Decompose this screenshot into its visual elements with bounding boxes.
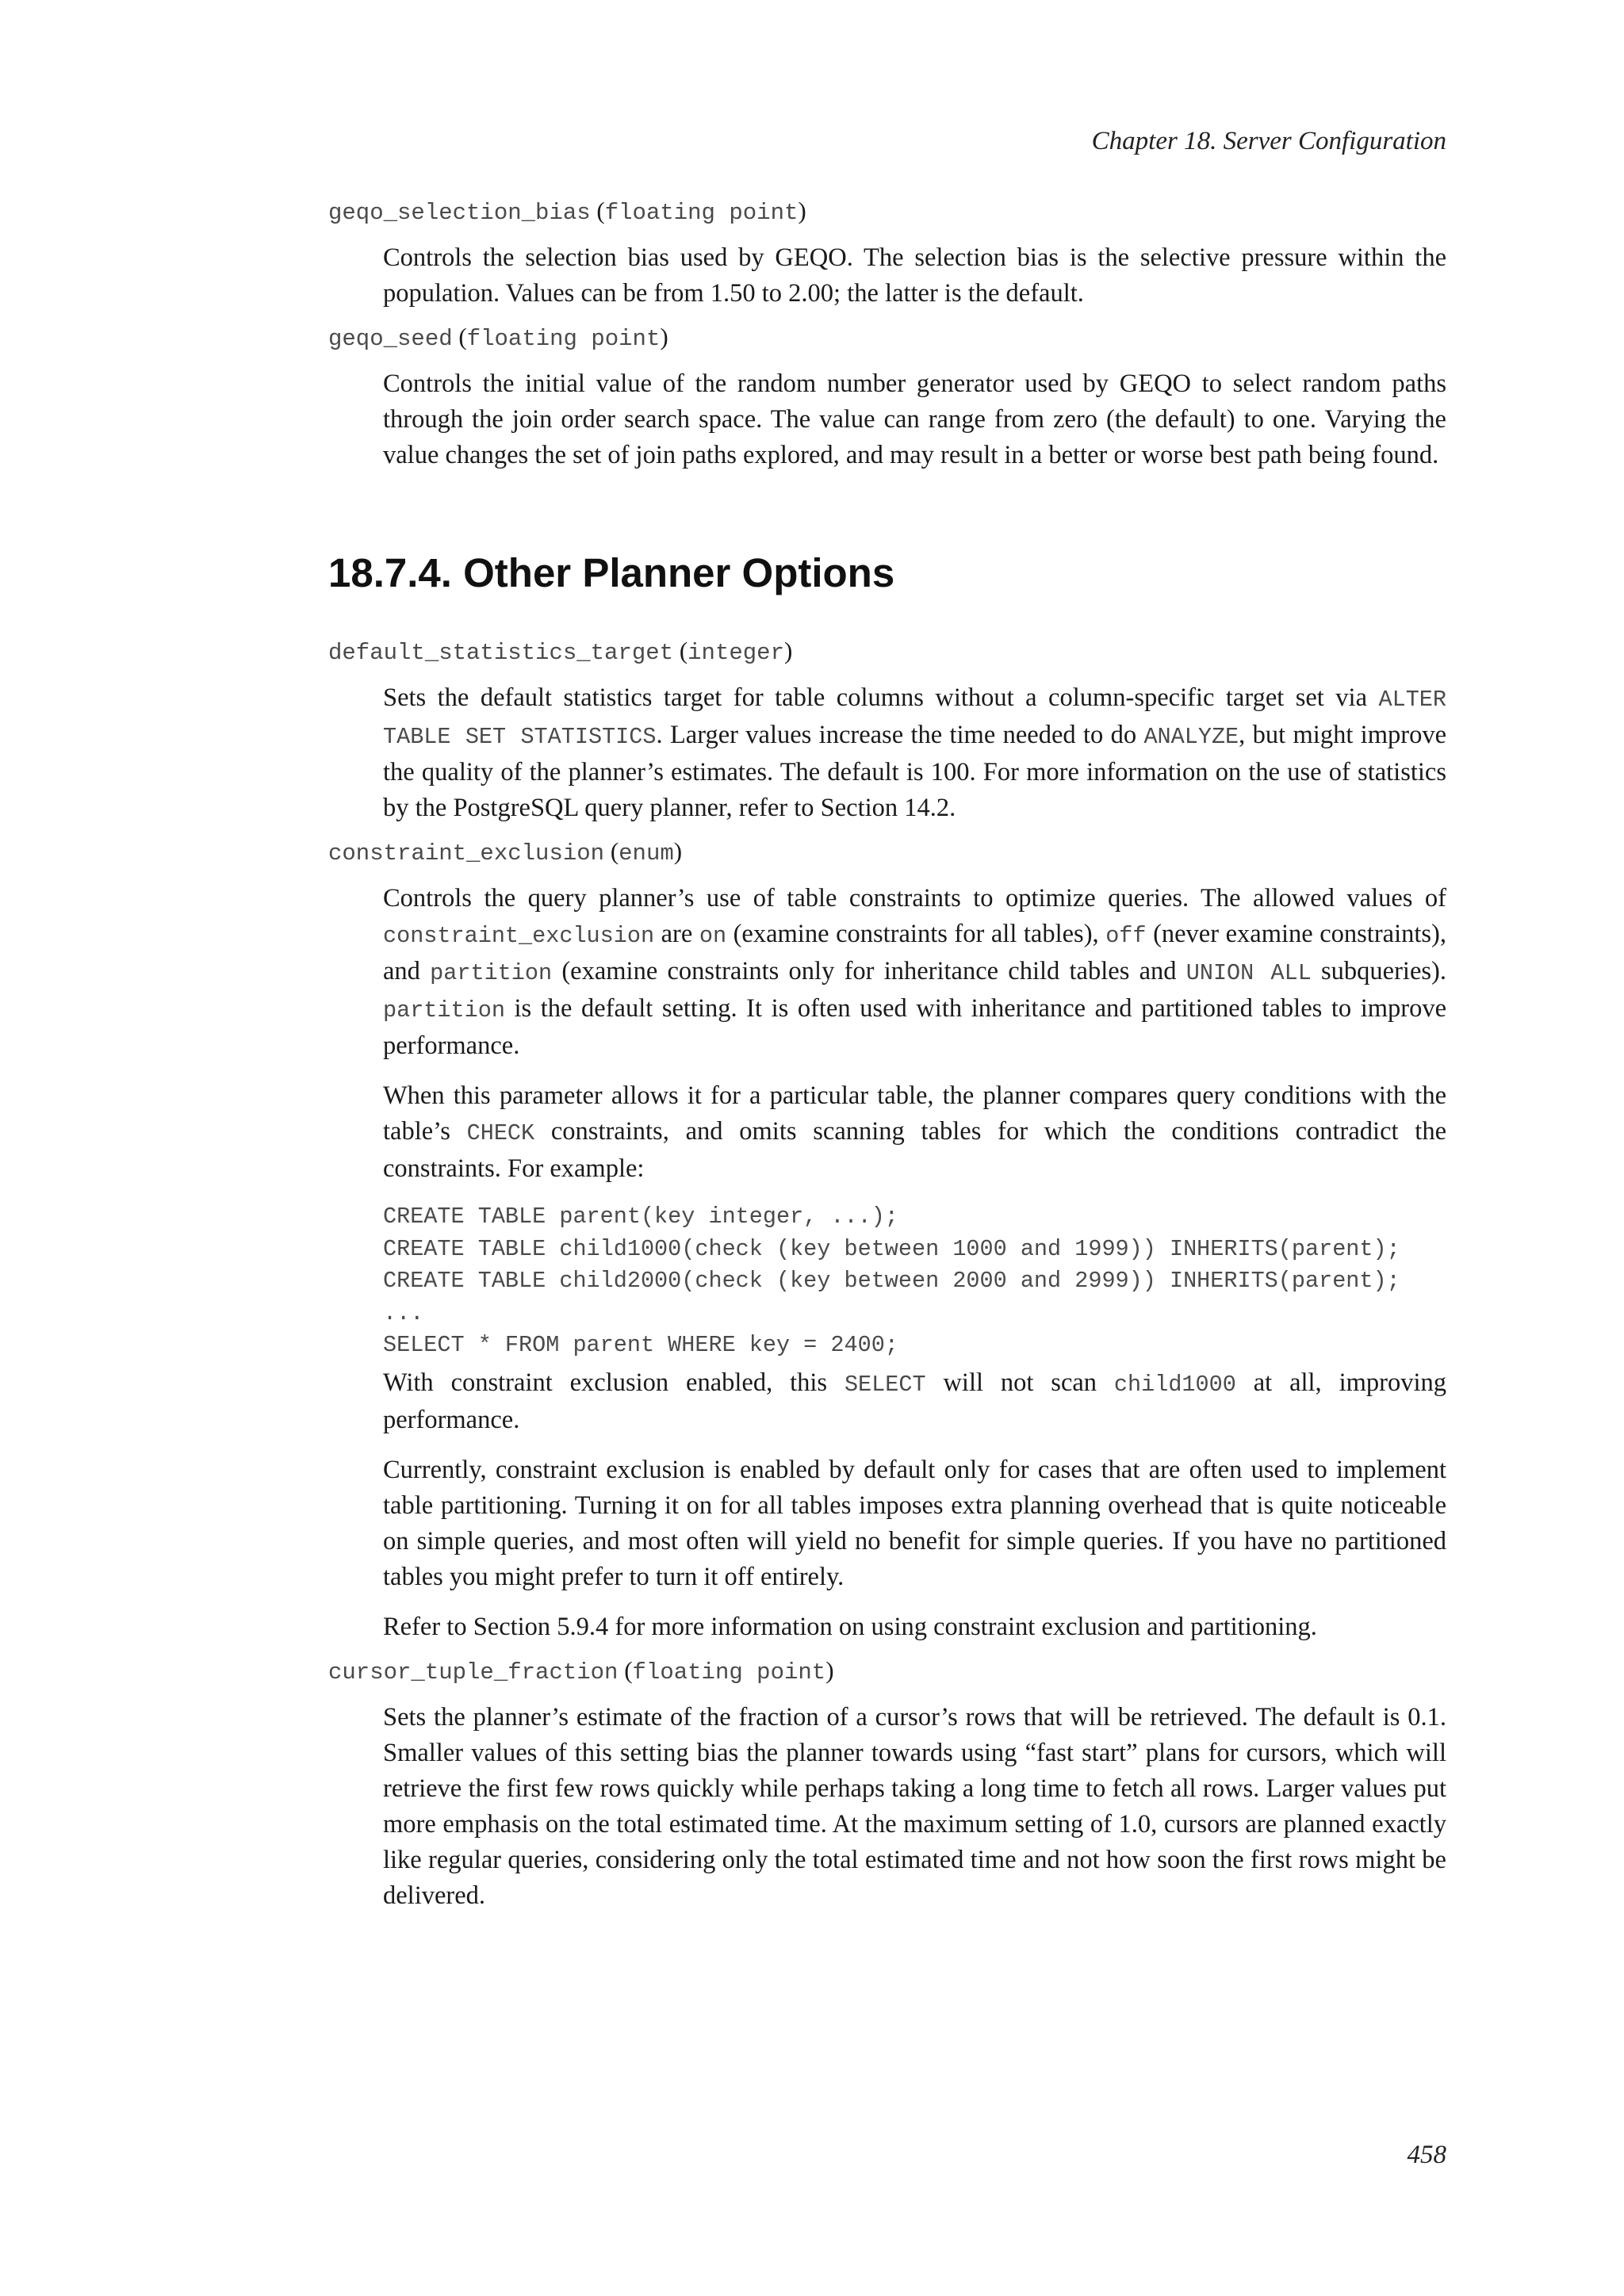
- paragraph: Controls the selection bias used by GEQO. The selection bias is the selective pressure within the population. Values can be from 1.50 to 2.00; the latter is the default.: [383, 243, 1446, 308]
- inline-code: partition: [383, 997, 505, 1024]
- term-geqo-seed: geqo_seed (floating point): [328, 323, 668, 352]
- term-default-statistics-target: default_statistics_target (integer): [328, 637, 793, 666]
- desc-geqo-seed: [383, 366, 1446, 473]
- inline-code: off: [1105, 923, 1147, 949]
- paragraph: When this parameter allows it for a particular table, the planner compares query conditions with the table’s CHECK constraints, and omits scanning tables for which the conditions contradict the constraints. For example:: [383, 1081, 1446, 1183]
- inline-code: ANALYZE: [1143, 724, 1239, 750]
- paragraph: Sets the default statistics target for table columns without a column-specific target set via ALTER TABLE SET STATISTICS. Larger values increase the time needed to do ANALYZE, but might improve the quality of the planner’s estimates. The default is 100. For more information on the use of statistics by the PostgreSQL query planner, refer to Section 14.2.: [383, 683, 1446, 822]
- inline-code: UNION ALL: [1185, 960, 1312, 986]
- desc-default-statistics-target: [383, 680, 1446, 826]
- param-name: cursor_tuple_fraction: [328, 1659, 619, 1686]
- section-heading: 18.7.4. Other Planner Options: [328, 550, 895, 595]
- desc-cursor-tuple-fraction: [383, 1700, 1446, 1914]
- paragraph: Sets the planner’s estimate of the fraction of a cursor’s rows that will be retrieved. The default is 0.1. Smaller values of this setting bias the planner towards using “fast start” plans for cursors, which will retrieve the first few rows quickly while perhaps taking a long time to fetch all rows. Larger values put more emphasis on the total estimated time. At the maximum setting of 1.0, cursors are planned exactly like regular queries, considering only the total estimated time and not how soon the first rows might be delivered.: [383, 1702, 1446, 1910]
- term-constraint-exclusion: constraint_exclusion (enum): [328, 837, 683, 867]
- paragraph: Currently, constraint exclusion is enabled by default only for cases that are often used to implement table partitioning. Turning it on for all tables imposes extra planning overhead that is quite noticeable on simple queries, and most often will yield no benefit for simple queries. If you have no partitioned tables you might prefer to turn it off entirely.: [383, 1455, 1446, 1591]
- term-geqo-selection-bias: geqo_selection_bias (floating point): [328, 197, 806, 226]
- page-content: [328, 195, 1446, 1914]
- paragraph: With constraint exclusion enabled, this SELECT will not scan child1000 at all, improving performance.: [383, 1368, 1446, 1434]
- code-example: CREATE TABLE parent(key integer, ...); CREATE TABLE child1000(check (key between 1000 and 1999)) INHERITS(parent); CREATE TABLE child2000(check (key between 2000 and 2999)) INHERITS(parent); ... SELECT * FROM parent WHERE key = 2400;: [383, 1203, 1400, 1358]
- inline-code: CHECK: [466, 1120, 535, 1146]
- desc-constraint-exclusion: [383, 881, 1446, 1645]
- paragraph: Refer to Section 5.9.4 for more information on using constraint exclusion and partitioning.: [383, 1612, 1317, 1641]
- term-cursor-tuple-fraction: cursor_tuple_fraction (floating point): [328, 1655, 834, 1686]
- inline-code: constraint_exclusion: [383, 923, 655, 949]
- inline-code: ALTER TABLE SET STATISTICS: [383, 687, 1446, 750]
- param-type: integer: [688, 640, 784, 666]
- param-name: geqo_selection_bias: [328, 200, 591, 226]
- param-type: floating point: [632, 1659, 826, 1686]
- inline-code: partition: [430, 960, 553, 986]
- paragraph: Controls the query planner’s use of table constraints to optimize queries. The allowed values of constraint_exclusion are on (examine constraints for all tables), off (never examine constraints), and partition (examine constraints only for inheritance child tables and UNION ALL subqueries). partition is the default setting. It is often used with inheritance and partitioned tables to improve performance.: [383, 884, 1446, 1060]
- param-name: default_statistics_target: [328, 640, 674, 666]
- inline-code: SELECT: [844, 1371, 926, 1398]
- paragraph: Controls the initial value of the random number generator used by GEQO to select random paths through the join order search space. The value can range from zero (the default) to one. Varying the value changes the set of join paths explored, and may result in a better or worse best path being found.: [383, 369, 1446, 469]
- param-name: geqo_seed: [328, 326, 453, 352]
- page-number: 458: [1407, 2141, 1446, 2169]
- inline-code: on: [699, 923, 727, 949]
- inline-code: child1000: [1113, 1371, 1236, 1398]
- running-header: Chapter 18. Server Configuration: [1091, 127, 1446, 155]
- param-type: enum: [619, 840, 674, 867]
- param-type: floating point: [466, 326, 661, 352]
- desc-geqo-selection-bias: [383, 240, 1446, 312]
- param-name: constraint_exclusion: [328, 840, 605, 867]
- param-type: floating point: [604, 200, 799, 226]
